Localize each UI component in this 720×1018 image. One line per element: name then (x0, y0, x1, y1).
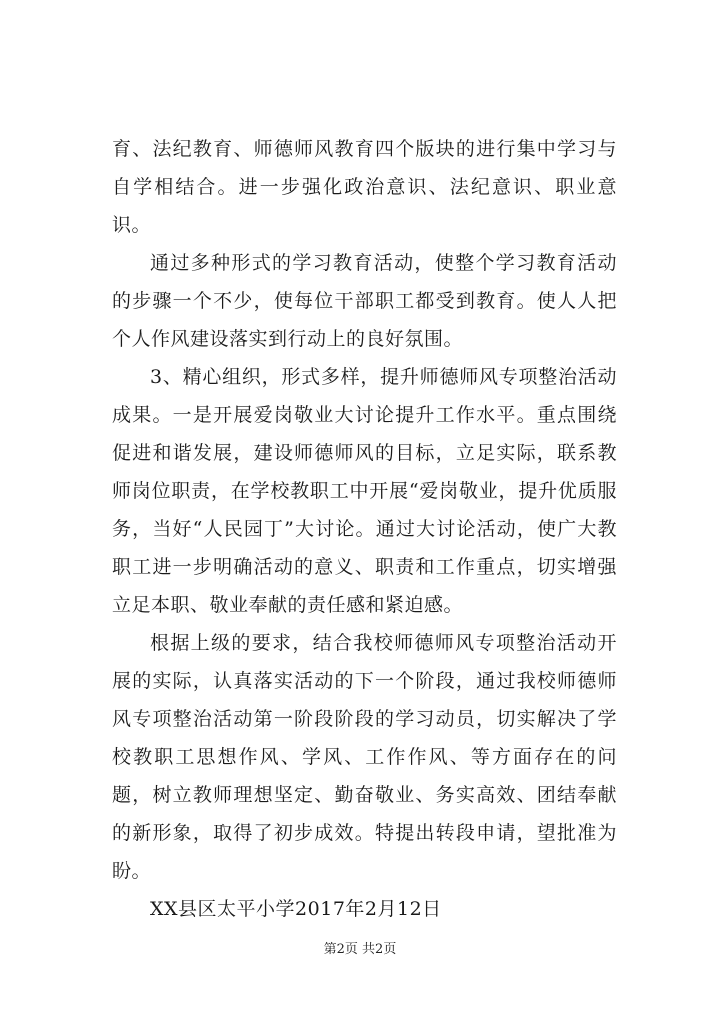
paragraph-continuation: 育、法纪教育、师德师风教育四个版块的进行集中学习与自学相结合。进一步强化政治意识、法纪意识、职业意识。 (112, 138, 617, 236)
page-number-footer: 第2页 共2页 (323, 942, 397, 957)
paragraph-organization: 3、精心组织，形式多样，提升师德师风专项整治活动成果。一是开展爱岗敬业大讨论提升工作水平。重点围绕促进和谐发展，建设师德师风的目标，立足实际，联系教师岗位职责，在学校教职工中开展“爱岗敬业，提升优质服务，当好“人民园丁”大讨论。通过大讨论活动，使广大教职工进一步明确活动的意义、职责和工作重点，切实增强立足本职、敬业奉献的责任感和紧迫感。 (112, 366, 617, 616)
signature-date-line: XX县区太平小学2017年2月12日 (150, 898, 442, 920)
paragraph-learning-activities: 通过多种形式的学习教育活动，使整个学习教育活动的步骤一个不少，使每位干部职工都受到教育。使人人把个人作风建设落实到行动上的良好氛围。 (112, 252, 617, 350)
document-body (112, 130, 617, 928)
paragraph-stage-application: 根据上级的要求，结合我校师德师风专项整治活动开展的实际，认真落实活动的下一个阶段，通过我校师德师风专项整治活动第一阶段阶段的学习动员，切实解决了学校教职工思想作风、学风、工作作风、等方面存在的问题，树立教师理想坚定、勤奋敬业、务实高效、团结奉献的新形象，取得了初步成效。特提出转段申请，望批准为盼。 (112, 632, 617, 882)
